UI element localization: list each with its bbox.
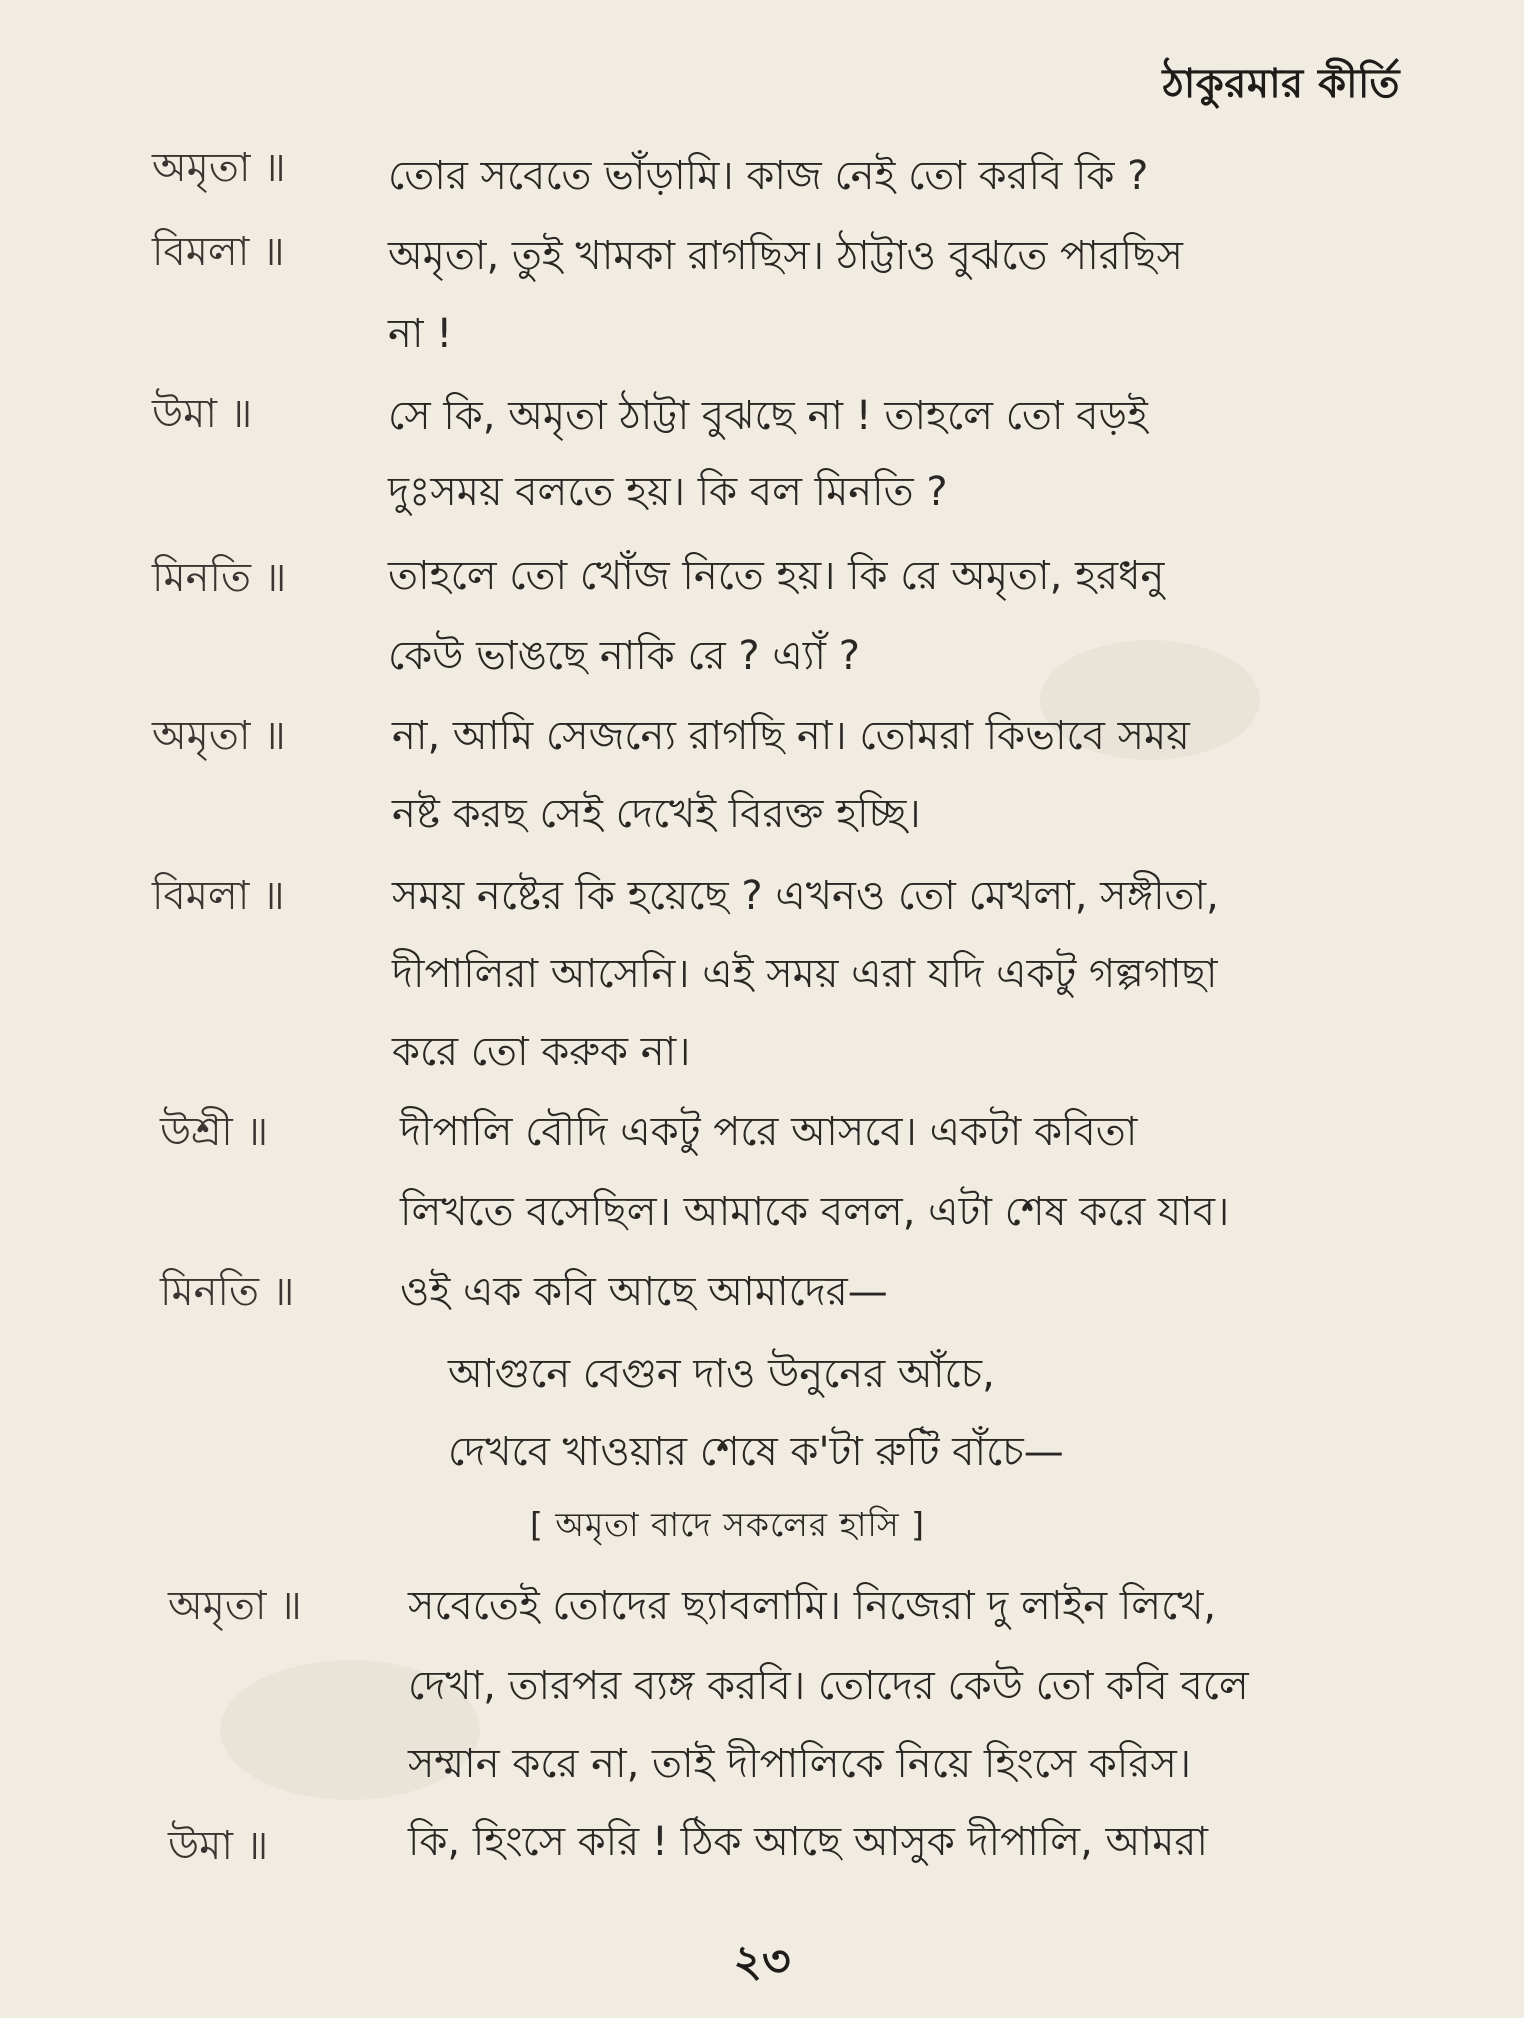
- speaker-label: মিনতি ॥: [160, 1269, 295, 1315]
- speaker-label: উমা ॥: [152, 391, 253, 437]
- verse-line: আগুনে বেগুন দাও উনুনের আঁচে,: [448, 1351, 995, 1397]
- dialogue-line: লিখতে বসেছিল। আমাকে বলল, এটা শেষ করে যাব।: [400, 1189, 1230, 1235]
- dialogue-line: অমৃতা, তুই খামকা রাগছিস। ঠাট্টাও বুঝতে পারছিস: [388, 233, 1183, 279]
- dialogue-line: দেখা, তারপর ব্যঙ্গ করবি। তোদের কেউ তো কবি বলে: [408, 1663, 1249, 1709]
- dialogue-line: সম্মান করে না, তাই দীপালিকে নিয়ে হিংসে করিস।: [408, 1741, 1192, 1787]
- dialogue-line: না !: [388, 311, 453, 357]
- dialogue-line: দীপালিরা আসেনি। এই সময় এরা যদি একটু গল্পগাছা: [392, 951, 1218, 997]
- page-number: ২৩: [733, 1936, 791, 1987]
- dialogue-line: কি, হিংসে করি ! ঠিক আছে আসুক দীপালি, আমরা: [408, 1819, 1208, 1865]
- speaker-label: উশ্রী ॥: [160, 1109, 269, 1155]
- speaker-label: বিমলা ॥: [152, 229, 285, 275]
- running-title: ঠাকুরমার কীর্তি: [1162, 61, 1400, 107]
- dialogue-line: সময় নষ্টের কি হয়েছে ? এখনও তো মেখলা, সঙ্গীতা,: [392, 873, 1219, 919]
- dialogue-line: সে কি, অমৃতা ঠাট্টা বুঝছে না ! তাহলে তো বড়ই: [388, 393, 1148, 439]
- dialogue-line: দীপালি বৌদি একটু পরে আসবে। একটা কবিতা: [400, 1109, 1138, 1155]
- dialogue-line: দুঃসময় বলতে হয়। কি বল মিনতি ?: [388, 469, 948, 515]
- verse-line: দেখবে খাওয়ার শেষে ক'টা রুটি বাঁচে—: [448, 1429, 1064, 1475]
- speaker-label: অমৃতা ॥: [168, 1583, 302, 1629]
- dialogue-line: তোর সবেতে ভাঁড়ামি। কাজ নেই তো করবি কি ?: [388, 153, 1149, 199]
- dialogue-line: ওই এক কবি আছে আমাদের—: [400, 1269, 888, 1315]
- stage-direction: [ অমৃতা বাদে সকলের হাসি ]: [530, 1505, 926, 1544]
- dialogue-line: করে তো করুক না।: [392, 1029, 691, 1075]
- speaker-label: উমা ॥: [168, 1823, 269, 1869]
- speaker-label: মিনতি ॥: [152, 555, 287, 601]
- dialogue-line: না, আমি সেজন্যে রাগছি না। তোমরা কিভাবে সময়: [392, 713, 1190, 759]
- dialogue-line: কেউ ভাঙছে নাকি রে ? এ্যাঁ ?: [388, 633, 860, 679]
- speaker-label: অমৃতা ॥: [152, 713, 286, 759]
- speaker-label: বিমলা ॥: [152, 873, 285, 919]
- dialogue-line: নষ্ট করছ সেই দেখেই বিরক্ত হচ্ছি।: [392, 791, 921, 837]
- dialogue-line: সবেতেই তোদের ছ্যাবলামি। নিজেরা দু লাইন লিখে,: [408, 1583, 1217, 1629]
- dialogue-line: তাহলে তো খোঁজ নিতে হয়। কি রে অমৃতা, হরধনু: [388, 553, 1165, 599]
- speaker-label: অমৃতা ॥: [152, 145, 286, 191]
